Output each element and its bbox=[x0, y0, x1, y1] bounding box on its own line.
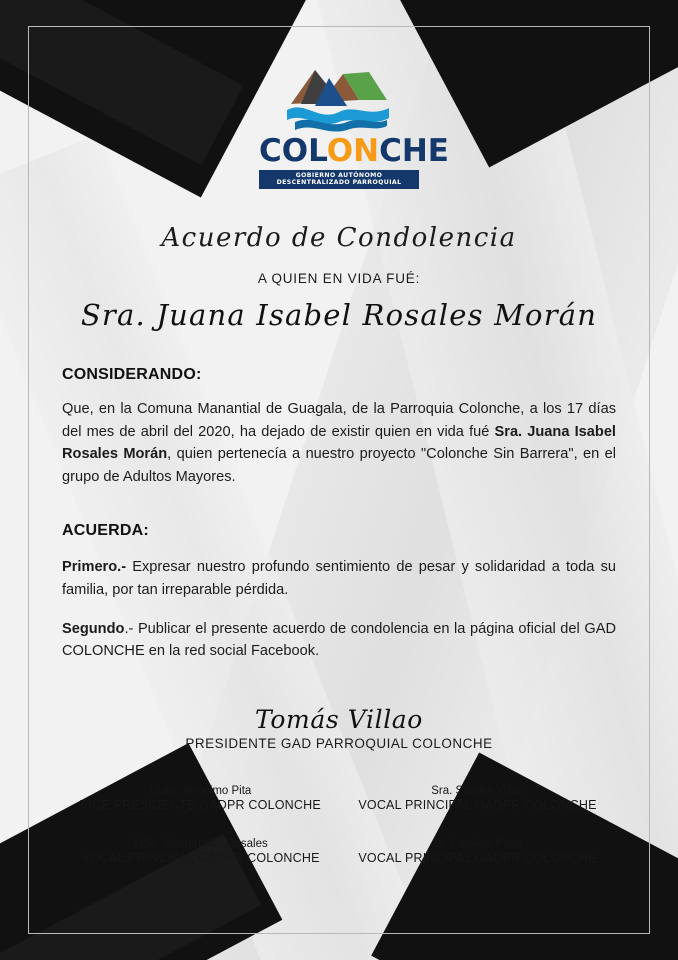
main-signature-role: PRESIDENTE GAD PARROQUIAL COLONCHE bbox=[185, 735, 493, 751]
document-subtitle: A QUIEN EN VIDA FUÉ: bbox=[257, 271, 421, 286]
logo-word-part-3: CHE bbox=[379, 133, 449, 169]
considering-deceased-name: Sra. Juana Isabel Rosales Morán bbox=[62, 423, 616, 463]
clause-second-text: .- Publicar el presente acuerdo de condolencia en la página oficial del GAD COLONCHE en la red social Facebook. bbox=[62, 620, 616, 660]
considering-heading: CONSIDERANDO: bbox=[62, 366, 202, 383]
signature-role: VOCAL PRINCIPAL GADPR COLONCHE bbox=[358, 850, 597, 865]
clause-second bbox=[62, 618, 616, 663]
organization-logo bbox=[62, 60, 616, 189]
mountain-wave-logo-icon bbox=[285, 60, 393, 134]
deceased-name: Sra. Juana Isabel Rosales Morán bbox=[80, 298, 598, 332]
document-title: Acuerdo de Condolencia bbox=[161, 223, 517, 253]
signature-role: VOCAL PRINCIPAL GADPR COLONCHE bbox=[81, 850, 320, 865]
clause-first-text: Expresar nuestro profundo sentimiento de pesar y solidaridad a toda su familia, por tan irreparable pérdida. bbox=[62, 559, 616, 599]
logo-word-part-2: ON bbox=[326, 133, 380, 169]
main-signature bbox=[62, 705, 616, 751]
clause-second-label: Segundo bbox=[62, 620, 125, 637]
signature-cell bbox=[339, 785, 616, 812]
considering-text-part-2: , quien pertenecía a nuestro proyecto "Colonche Sin Barrera", en el grupo de Adultos Mayores. bbox=[62, 446, 616, 485]
signature-role: VICE PRESIDENTE GADPR COLONCHE bbox=[80, 797, 321, 812]
agrees-heading: ACUERDA: bbox=[62, 522, 149, 540]
signature-role: VOCAL PRINCIPAL GADPR COLONCHE bbox=[358, 797, 597, 812]
main-signature-name: Tomás Villao bbox=[255, 704, 423, 734]
signature-name: Sr. Catalino Pozo bbox=[433, 837, 522, 850]
signature-grid bbox=[62, 785, 616, 891]
clause-first-label: Primero.- bbox=[62, 559, 127, 576]
logo-word-part-1: COL bbox=[259, 133, 327, 169]
considering-text-part-1: Que, en la Comuna Manantial de Guagala, de la Parroquia Colonche, a los 17 días del mes de abril del 2020, ha dejado de existir quien en vida fué bbox=[62, 401, 616, 440]
signature-name: MSc. Washington Rosales bbox=[133, 837, 268, 850]
clause-first bbox=[62, 556, 616, 601]
signature-cell bbox=[339, 838, 616, 865]
signature-cell bbox=[62, 785, 339, 812]
signature-name: Lcdo. Jerónimo Pita bbox=[149, 784, 252, 797]
logo-wordmark bbox=[259, 133, 449, 169]
signature-name: Sra. Sandra Villao bbox=[431, 784, 524, 797]
considering-paragraph bbox=[62, 398, 616, 488]
signature-cell bbox=[62, 838, 339, 865]
document-content bbox=[62, 50, 616, 910]
logo-tagline: GOBIERNO AUTÓNOMO DESCENTRALIZADO PARROQUIAL bbox=[259, 170, 419, 189]
